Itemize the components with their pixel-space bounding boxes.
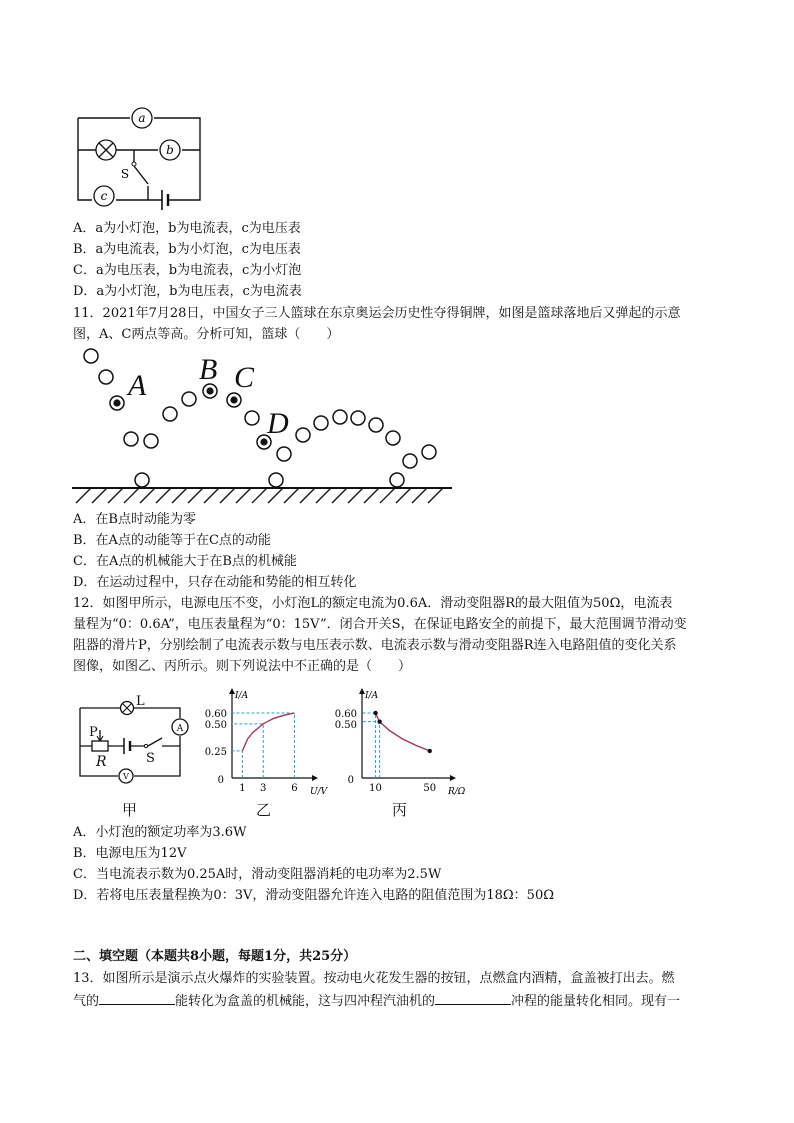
- y-tick-label-1: 0.60: [334, 709, 357, 720]
- q11-stem-line2: 图，A、C两点等高。分析可知，篮球（ ）: [73, 327, 340, 342]
- fig-label-bing: 丙: [392, 801, 408, 819]
- q12-option-a: A．小灯泡的额定功率为3.6W: [73, 825, 247, 840]
- q12-stem-line1: 12．如图甲所示，电源电压不变，小灯泡L的额定电流为0.6A．滑动变阻器R的最大阻值为50Ω，电流表: [73, 596, 673, 611]
- q13-text-b: 能转化为盒盖的机械能，这与四冲程汽油机的: [175, 994, 436, 1009]
- y-tick-label-2: 0.60: [204, 709, 227, 720]
- label-voltmeter-v: V: [123, 772, 129, 781]
- q11-option-b: B．在A点的动能等于在C点的动能: [73, 533, 271, 548]
- y-tick-label-1: 0.50: [204, 719, 227, 731]
- guide-line-0: [232, 751, 242, 778]
- q11-option-c: C．在A点的机械能大于在B点的机械能: [73, 554, 297, 569]
- x-tick-label-0: 1: [239, 783, 246, 794]
- q13-line2: [73, 991, 680, 1011]
- label-r: R: [96, 754, 107, 770]
- guide-line-1: [362, 722, 380, 778]
- y-axis-label: I/A: [365, 691, 379, 701]
- q12-stem-line4: 图像，如图乙、丙所示。则下列说法中不正确的是（ ）: [73, 659, 412, 674]
- data-point-0: [373, 711, 377, 715]
- q11-stem-line1: 11．2021年7月28日，中国女子三人篮球在东京奥运会历史性夺得铜牌，如图是篮球落地后又弹起的示意: [73, 306, 681, 321]
- guide-line-0: [362, 713, 376, 778]
- label-l: L: [136, 694, 145, 709]
- q13-text-a: 气的: [73, 994, 100, 1009]
- rheostat-r: [92, 741, 108, 751]
- point-c-label: C: [234, 361, 255, 394]
- origin-label: 0: [347, 775, 354, 786]
- x-tick-label-1: 3: [260, 783, 267, 794]
- ball-b-marker: [203, 384, 217, 398]
- q13-line1: 13．如图所示是演示点火爆炸的实验装置。按动电火花发生器的按钮，点燃盒内酒精，盒盖被打出去。燃: [73, 971, 675, 986]
- x-tick-label-0: 10: [369, 783, 382, 794]
- data-point-2: [428, 749, 432, 753]
- q13-text-c: 冲程的能量转化相同。现有一: [511, 994, 681, 1009]
- q10-option-a: A．a为小灯泡，b为电流表，c为电压表: [73, 221, 301, 236]
- q11-option-a: A．在B点时动能为零: [73, 512, 196, 527]
- chart-bing-ir: [334, 684, 466, 797]
- section2-heading: 二、填空题（本题共8小题，每题1分，共25分）: [73, 949, 357, 964]
- point-d-label: D: [267, 407, 289, 440]
- label-ammeter-a: A: [176, 724, 184, 734]
- q10-option-b: B．a为电流表，b为小灯泡，c为电压表: [73, 242, 301, 257]
- x-axis-arrow: [450, 775, 456, 781]
- ball-a-marker: [110, 396, 124, 410]
- q12-stem-line3: 阻器的滑片P，分别绘制了电流表示数与电压表示数、电流表示数与滑动变阻器R连入电路阻值的变化关系: [73, 638, 677, 653]
- ball-c-marker: [227, 393, 241, 407]
- q10-option-d: D．a为小灯泡，b为电压表，c为电流表: [73, 284, 302, 299]
- x-axis-arrow: [312, 775, 318, 781]
- q13-blank-2[interactable]: [435, 991, 511, 1005]
- ammeter-a-label: a: [138, 111, 146, 125]
- origin-label: 0: [217, 775, 224, 786]
- point-b-label: B: [199, 353, 218, 386]
- data-curve: [376, 713, 430, 751]
- x-tick-label-1: 50: [423, 783, 437, 794]
- q10-circuit-diagram: [70, 104, 210, 206]
- point-a-label: A: [128, 369, 147, 402]
- ground-hatching: [76, 488, 443, 503]
- x-axis-label: U/V: [310, 787, 328, 797]
- data-curve: [242, 713, 294, 751]
- meter-b-label: b: [166, 143, 174, 157]
- q12-stem-line2: 量程为“0：0.6A”，电压表量程为“0：15V”．闭合开关S，在保证电路安全的前提下，最大范围调节滑动变: [73, 617, 687, 632]
- q12-option-b: B．电源电压为12V: [73, 846, 187, 861]
- label-p: P: [89, 725, 98, 740]
- q13-blank-1[interactable]: [99, 991, 175, 1005]
- chart-yi-iu: [198, 684, 338, 796]
- fig-label-jia: 甲: [122, 801, 138, 819]
- meter-c-label: c: [100, 189, 108, 203]
- q12-circuit-jia: [72, 690, 194, 786]
- y-tick-label-0: 0.25: [204, 746, 227, 758]
- fig-label-yi: 乙: [256, 801, 272, 819]
- q11-option-d: D．在运动过程中，只存在动能和势能的相互转化: [73, 575, 357, 590]
- y-tick-label-0: 0.50: [334, 719, 357, 731]
- q12-option-c: C．当电流表示数为0.25A时，滑动变阻器消耗的电功率为2.5W: [73, 867, 442, 882]
- data-point-1: [377, 719, 381, 723]
- q12-option-d: D．若将电压表量程换为0：3V，滑动变阻器允许连入电路的阻值范围为18Ω：50Ω: [73, 888, 554, 903]
- basketball-bounce-diagram: [70, 343, 455, 508]
- label-s: S: [146, 751, 155, 766]
- y-axis-label: I/A: [235, 691, 249, 701]
- switch-s-label: S: [120, 167, 130, 181]
- x-axis-label: R/Ω: [448, 787, 466, 797]
- x-tick-label-2: 6: [291, 783, 298, 794]
- q10-option-c: C．a为电压表，b为电流表，c为小灯泡: [73, 263, 302, 278]
